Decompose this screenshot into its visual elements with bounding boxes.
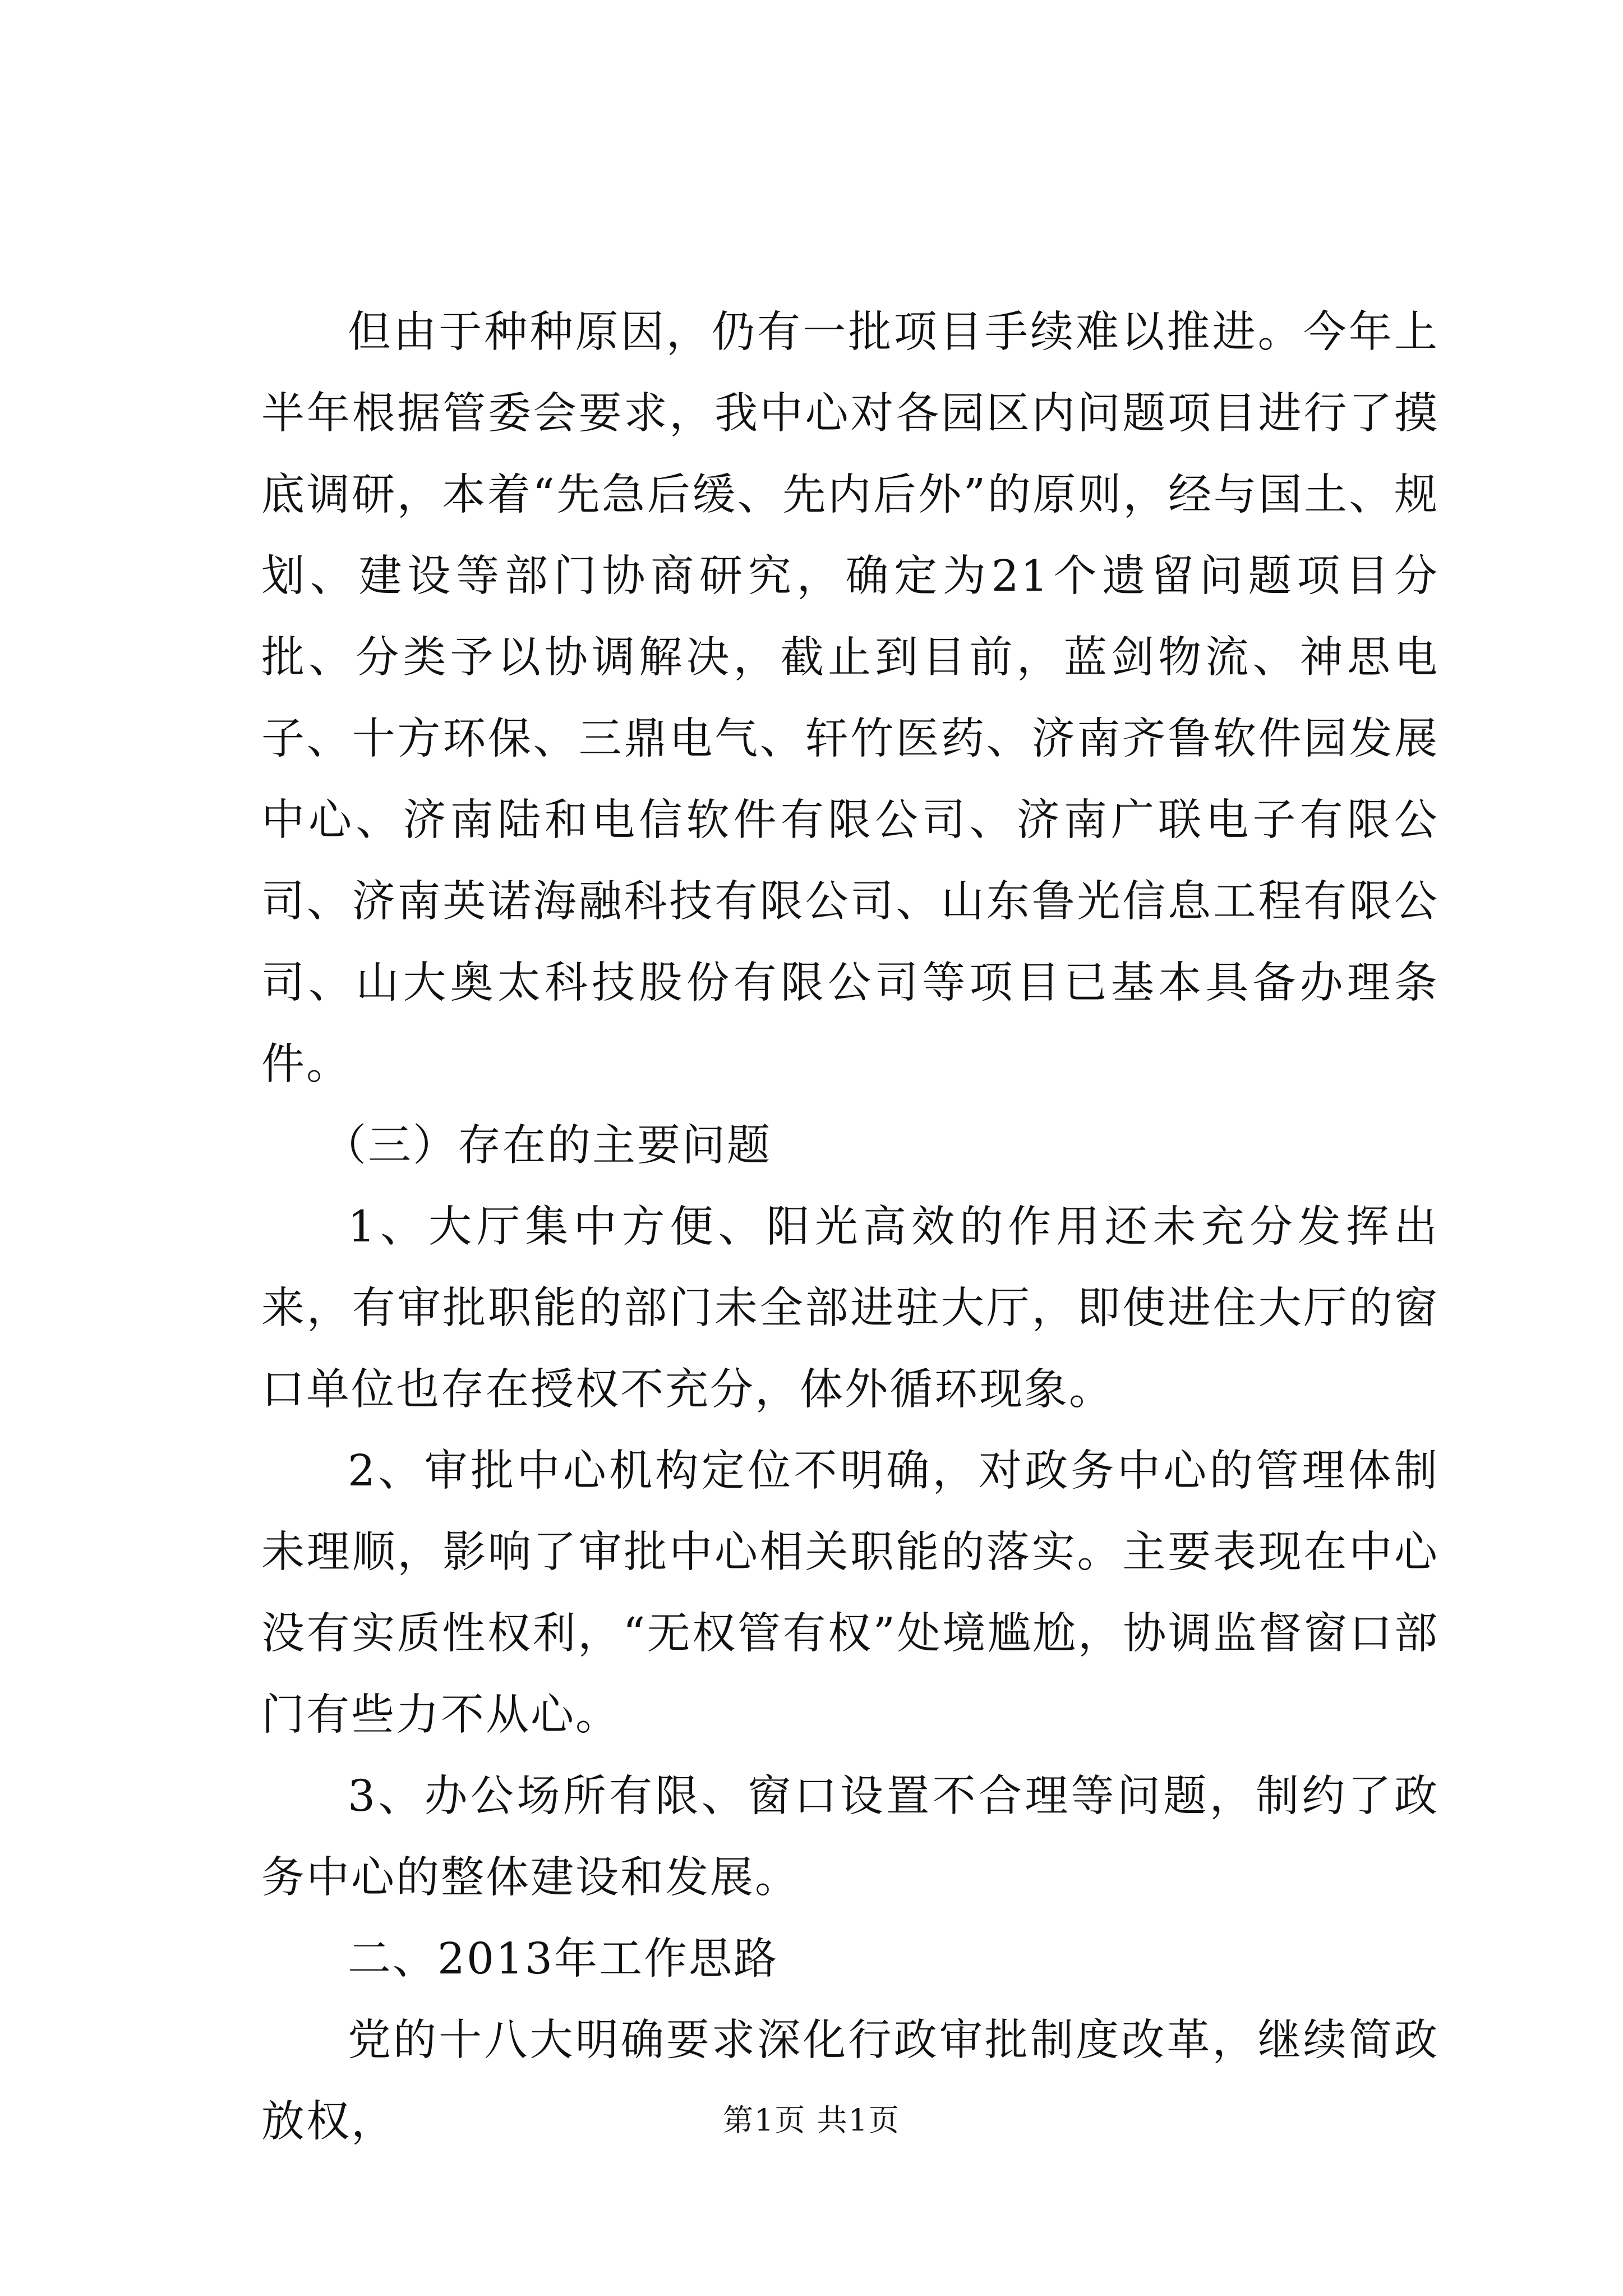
document-body (261, 292, 1439, 2162)
page-footer: 第1页 共1页 (723, 2102, 900, 2138)
section-heading-main-problems: （三）存在的主要问题 (323, 1121, 772, 1171)
paragraph-project-progress: 但由于种种原因，仍有一批项目手续难以推进。今年上半年根据管委会要求，我中心对各园区内问题项目进行了摸底调研，本着“先急后缓、先内后外”的原则，经与国土、规划、建设等部门协商研究，确定为21个遗留问题项目分批、分类予以协调解决，截止到目前，蓝剑物流、神思电子、十方环保、三鼎电气、轩竹医药、济南齐鲁软件园发展中心、济南陆和电信软件有限公司、济南广联电子有限公司、济南英诺海融科技有限公司、山东鲁光信息工程有限公司、山大奥太科技股份有限公司等项目已基本具备办理条件。 (261, 307, 1439, 1089)
paragraph-problem-2: 2、审批中心机构定位不明确，对政务中心的管理体制未理顺，影响了审批中心相关职能的落实。主要表现在中心没有实质性权利，“无权管有权”处境尴尬，协调监督窗口部门有些力不从心。 (261, 1446, 1439, 1740)
paragraph-problem-1: 1、大厅集中方便、阳光高效的作用还未充分发挥出来，有审批职能的部门未全部进驻大厅，即使进住大厅的窗口单位也存在授权不充分，体外循环现象。 (261, 1202, 1439, 1415)
paragraph-problem-3: 3、办公场所有限、窗口设置不合理等问题，制约了政务中心的整体建设和发展。 (261, 1772, 1439, 1903)
section-heading-work-plan-2013: 二、2013年工作思路 (348, 1934, 778, 1984)
paragraph-work-plan-intro: 党的十八大明确要求深化行政审批制度改革，继续简政放权， (261, 2016, 1439, 2147)
